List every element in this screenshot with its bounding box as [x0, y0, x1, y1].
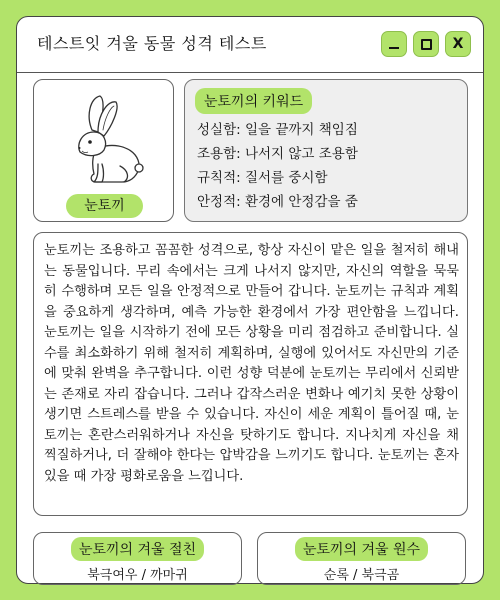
result-window — [16, 16, 484, 584]
rival-title: 눈토끼의 겨울 원수 — [295, 537, 428, 561]
keyword-item: 조용함: 나서지 않고 조용함 — [197, 146, 358, 162]
keywords-list — [197, 118, 358, 214]
keyword-item: 규칙적: 질서를 중시함 — [197, 170, 328, 186]
keyword-item: 성실함: 일을 끝까지 책임짐 — [197, 122, 358, 138]
best-friend-card — [33, 532, 242, 585]
keywords-title: 눈토끼의 키워드 — [195, 88, 312, 114]
keywords-panel — [184, 79, 468, 222]
close-icon: X — [452, 36, 464, 52]
rabbit-icon — [62, 90, 148, 190]
keyword-item: 안정적: 환경에 안정감을 줌 — [197, 194, 358, 210]
close-button[interactable] — [445, 31, 471, 57]
description-panel — [33, 232, 468, 516]
maximize-button[interactable] — [413, 31, 439, 57]
minimize-icon — [389, 47, 399, 50]
animal-name-badge: 눈토끼 — [66, 194, 143, 218]
best-friend-title: 눈토끼의 겨울 절친 — [71, 537, 204, 561]
window-title: 테스트잇 겨울 동물 성격 테스트 — [37, 34, 267, 53]
title-bar — [17, 17, 483, 73]
best-friend-value: 북극여우 / 까마귀 — [87, 568, 188, 583]
minimize-button[interactable] — [381, 31, 407, 57]
rival-card — [257, 532, 466, 585]
description-text: 눈토끼는 조용하고 꼼꼼한 성격으로, 항상 자신이 맡은 일을 철저히 해내는 동물입니다. 무리 속에서는 크게 나서지 않지만, 자신의 역할을 묵묵히 수행하며 모든 일을 안정적으로 만들어 갑니다. 눈토끼는 규칙과 계획을 중요하게 생각하며, 예측 가능한 환경에서 가장 편안함을 느낍니다. 눈토끼는 일을 시작하기 전에 모든 상황을 미리 점검하고 준비합니다. 실수를 최소화하기 위해 철저히 계획하며, 실행에 있어서도 자신만의 기준에 맞춰 완벽을 추구합니다. 이런 성향 덕분에 눈토끼는 무리에서 신뢰받는 존재로 자리 잡습니다. 그러나 갑작스러운 변화나 예기치 못한 상황이 생기면 스트레스를 받을 수 있습니다. 자신이 세운 계획이 틀어질 때, 눈토끼는 혼란스러워하거나 자신을 탓하기도 합니다. 지나치게 자신을 채찍질하거나, 더 잘해야 한다는 압박감을 느끼기도 합니다. 눈토끼는 혼자 있을 때 가장 평화로움을 느낍니다. — [44, 243, 459, 484]
rival-value: 순록 / 북극곰 — [323, 568, 400, 583]
animal-card — [33, 79, 174, 222]
maximize-icon — [421, 39, 432, 50]
